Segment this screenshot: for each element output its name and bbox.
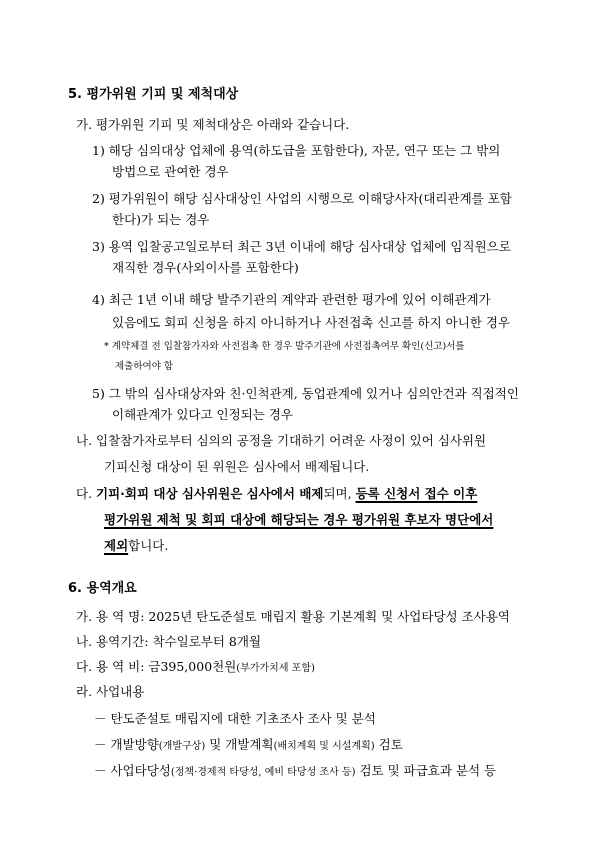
dash3-b: 검토 및 파급효과 분석 등 <box>355 763 497 778</box>
service-fee-note: (부가가치세 포함) <box>236 663 315 674</box>
section5-title: 5. 평가위원 기피 및 제척대상 <box>68 87 239 102</box>
section5-ga: 가. 평가위원 기피 및 제척대상은 아래와 같습니다. <box>76 117 350 132</box>
dash3-a-small: (정책·경제적 타당성, 예비 타당성 조사 등) <box>170 767 356 778</box>
dash2-c: 검토 <box>374 737 403 752</box>
item5-line1: 5) 그 밖의 심사대상자와 친·인척관계, 동업관계에 있거나 심의안건과 직접적인 <box>92 386 519 401</box>
da-underline-1: 등록 신청서 접수 이후 <box>355 486 478 501</box>
da-prefix: 다. <box>76 486 97 501</box>
section6-title: 6. 용역개요 <box>68 581 137 596</box>
dash2-a-small: (개발구상) <box>158 741 206 752</box>
section5-na-line1: 나. 입찰참가자로부터 심의의 공정을 기대하기 어려운 사정이 있어 심사위원 <box>76 433 487 448</box>
dash2-b: 및 개발계획 <box>205 737 274 752</box>
item3-line1: 3) 용역 입찰공고일로부터 최근 3년 이내에 해당 심사대상 업체에 임직원으로 <box>92 239 511 254</box>
item4-line1: 4) 최근 1년 이내 해당 발주기관의 계약과 관련한 평가에 있어 이해관계가 <box>92 292 491 307</box>
item2-line2: 한다)가 되는 경우 <box>112 212 210 227</box>
dash3-a: － 사업타당성 <box>94 763 171 778</box>
da-underline-3: 제외 <box>104 538 129 553</box>
section6-da <box>76 659 315 677</box>
da-mid: 되며, <box>323 486 356 501</box>
section5-da-line3 <box>104 538 168 554</box>
content-dash-2 <box>94 737 403 755</box>
content-dash-1: － 탄도준설토 매립지에 대한 기초조사 조사 및 분석 <box>94 711 376 726</box>
item3-line2: 재직한 경우(사외이사를 포함한다) <box>112 260 299 275</box>
item1-line2: 방법으로 관여한 경우 <box>112 164 229 179</box>
da-bold-phrase: 기피·회피 대상 심사위원은 심사에서 배제 <box>96 486 324 501</box>
item5-line2: 이해관계가 있다고 인정되는 경우 <box>112 407 293 422</box>
section5-na-line2: 기피신청 대상이 된 위원은 심사에서 배제됩니다. <box>104 459 370 474</box>
item2-line1: 2) 평가위원이 해당 심사대상인 사업의 시행으로 이해당사자(대리관계를 포함 <box>92 191 512 206</box>
content-dash-3 <box>94 763 496 781</box>
section6-na: 나. 용역기간: 착수일로부터 8개월 <box>76 634 262 649</box>
section6-ra: 라. 사업내용 <box>76 684 145 699</box>
dash2-a: － 개발방향 <box>94 737 159 752</box>
section5-da-line2 <box>104 512 493 528</box>
item4-line2: 있음에도 회피 신청을 하지 아니하거나 사전접촉 신고를 하지 아니한 경우 <box>112 315 511 330</box>
item1-line1: 1) 해당 심의대상 업체에 용역(하도급을 포함한다), 자문, 연구 또는 그 밖의 <box>92 143 501 158</box>
note-line2: 제출하여야 함 <box>115 361 174 372</box>
da-end: 합니다. <box>128 538 169 553</box>
dash2-b-small: (배치계획 및 시설계획) <box>273 741 375 752</box>
section5-da-line1 <box>76 486 477 502</box>
note-line1: * 계약체결 전 입찰참가자와 사전접촉 한 경우 발주기관에 사전접촉여부 확인(신고)서를 <box>104 341 465 352</box>
da-underline-2: 평가위원 제척 및 회피 대상에 해당되는 경우 평가위원 후보자 명단에서 <box>104 512 494 527</box>
section6-ga: 가. 용 역 명: 2025년 탄도준설토 매립지 활용 기본계획 및 사업타당성 조사용역 <box>76 609 510 624</box>
service-fee: 다. 용 역 비: 금395,000천원 <box>76 659 237 674</box>
